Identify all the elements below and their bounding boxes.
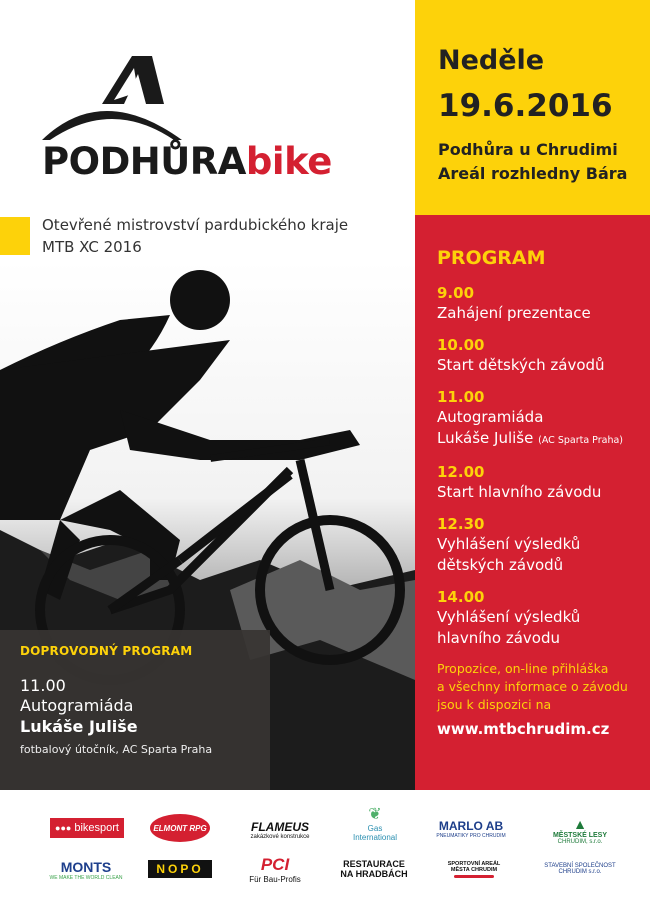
event-place: Podhůra u Chrudimi [438, 140, 618, 159]
sponsor-areal-text: SPORTOVNÍ AREÁL [447, 860, 501, 867]
program-item-text-2: dětských závodů [437, 556, 564, 574]
event-date: 19.6.2016 [438, 88, 613, 124]
sponsor-sportovni-areal-logo [438, 856, 510, 882]
program-item-name: Lukáše Juliše [437, 429, 534, 447]
sponsor-flameus-text: FLAMEUS [251, 820, 309, 834]
sponsor-stavebni-sub: CHRUDIM s.r.o. [558, 869, 602, 875]
swoosh-icon [454, 875, 494, 878]
side-program-time: 11.00 [20, 676, 66, 695]
program-item-text: Autogramiáda [437, 408, 544, 426]
program-item-text: Vyhlášení výsledků [437, 535, 581, 553]
sponsor-marlo-logo [432, 818, 510, 840]
program-item-text: Start dětských závodů [437, 356, 605, 374]
sponsor-nopo-text: NOPO [156, 862, 204, 876]
program-item-time: 10.00 [437, 336, 485, 354]
program-info-line3: jsou k dispozici na [437, 697, 552, 712]
program-item-time: 12.00 [437, 463, 485, 481]
sponsor-monts-text: MONTS [60, 859, 112, 875]
program-item-text-2 [437, 428, 650, 451]
mountain-logo-icon [42, 52, 182, 142]
program-item [437, 587, 650, 649]
program-item-text: Vyhlášení výsledků [437, 608, 581, 626]
program-info-line1: Propozice, on-line přihláška [437, 661, 609, 676]
website-link[interactable]: www.mtbchrudim.cz [437, 720, 610, 738]
program-item-time: 14.00 [437, 588, 485, 606]
event-info-panel [415, 0, 650, 215]
side-program-name: Lukáše Juliše [20, 717, 138, 736]
logo-word-red: bike [245, 140, 332, 183]
program-item-note: (AC Sparta Praha) [538, 435, 624, 446]
sponsor-restaurace-logo [340, 854, 408, 884]
sponsor-restaurace-sub: NA HRADBÁCH [340, 869, 408, 879]
sponsor-monts-sub: WE MAKE THE WORLD CLEAN [49, 875, 123, 881]
program-item [437, 387, 650, 451]
subtitle [42, 214, 348, 258]
sponsor-monts-logo [48, 858, 124, 882]
event-venue: Areál rozhledny Bára [438, 164, 628, 183]
sponsor-gas-text: Gas [367, 824, 383, 833]
sponsor-areal-sub: MĚSTA CHRUDIM [450, 866, 498, 873]
sponsor-stavebni-logo [530, 858, 630, 880]
side-program-heading: DOPROVODNÝ PROGRAM [20, 644, 193, 658]
program-item [437, 514, 650, 576]
sponsor-flameus-sub: zakázkové konstrukce [250, 834, 310, 840]
program-heading: PROGRAM [437, 247, 546, 269]
event-day: Neděle [438, 45, 545, 76]
side-program-note: fotbalový útočník, AC Sparta Praha [20, 743, 213, 756]
logo-word-dark: PODHŮRA [42, 140, 246, 183]
sponsor-pci-logo [242, 854, 308, 884]
sponsor-flameus-logo [240, 816, 320, 844]
sponsor-mestske-lesy-logo [535, 812, 625, 848]
side-program-title: Autogramiáda [20, 696, 134, 715]
sponsor-marlo-sub: PNEUMATIKY PRO CHRUDIM [436, 833, 506, 839]
sponsor-gas-sub: International [352, 833, 398, 842]
program-item-text: Start hlavního závodu [437, 483, 602, 501]
sponsor-mestske-lesy-text: MĚSTSKÉ LESY [552, 831, 608, 839]
subtitle-line1: Otevřené mistrovství pardubického kraje [42, 216, 349, 234]
sponsor-pci-text: PCI [260, 854, 290, 874]
program-item-text: Zahájení prezentace [437, 304, 591, 322]
sponsor-elmont-logo [150, 814, 210, 842]
sponsor-bikesport-text: bikesport [74, 822, 119, 834]
yellow-accent [0, 217, 30, 255]
program-info [437, 660, 650, 714]
sponsor-pci-sub: Für Bau-Profis [249, 874, 301, 884]
tree-icon: ▲ [573, 815, 587, 832]
sponsor-elmont-text: ELMONT RPG [153, 823, 207, 833]
program-item-text-2: hlavního závodu [437, 629, 561, 647]
leaf-icon: ❦ [368, 806, 382, 823]
program-info-line2: a všechny informace o závodu [437, 679, 628, 694]
program-item [437, 462, 650, 503]
program-item [437, 283, 650, 324]
sponsor-bar [0, 790, 650, 900]
sponsor-nopo-logo [148, 860, 212, 878]
program-item-time: 12.30 [437, 515, 485, 533]
sponsor-gas-logo [335, 802, 415, 844]
sponsor-restaurace-text: RESTAURACE [343, 859, 405, 869]
sponsor-marlo-text: MARLO AB [438, 819, 504, 833]
program-panel [415, 215, 650, 790]
program-item-time: 11.00 [437, 388, 485, 406]
sponsor-stavebni-text: STAVEBNÍ SPOLEČNOST [544, 863, 616, 869]
logo-wordmark [42, 140, 332, 183]
program-item [437, 335, 650, 376]
subtitle-line2: MTB XC 2016 [42, 238, 142, 256]
side-program-box [0, 630, 270, 790]
sponsor-mestske-lesy-sub: CHRUDIM, s.r.o. [557, 838, 603, 845]
sponsor-bikesport-logo [50, 818, 124, 838]
program-item-time: 9.00 [437, 284, 475, 302]
bikesport-icon: ●●● [55, 823, 72, 833]
